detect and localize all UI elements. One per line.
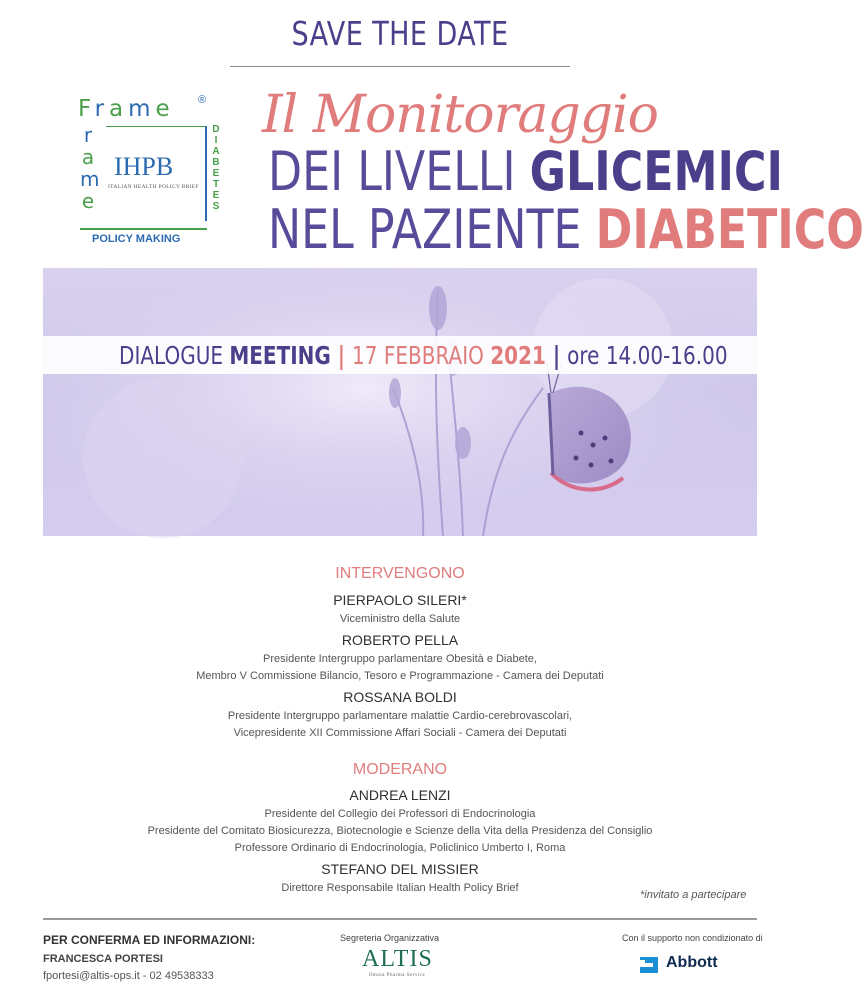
contact-email-phone[interactable]: fportesi@altis-ops.it - 02 49538333 [43, 970, 214, 982]
speaker-role: Presidente Intergruppo parlamentare Obesità e Diabete, [263, 653, 537, 665]
registered-mark: ® [198, 94, 207, 106]
intervengono-heading: INTERVENGONO [335, 565, 465, 582]
speaker-role: Viceministro della Salute [339, 613, 461, 625]
abbott-icon [638, 955, 660, 975]
support-label: Con il supporto non condizionato di [622, 933, 763, 943]
header-divider [230, 66, 570, 67]
title-script: Il Monitoraggio [262, 85, 658, 145]
ihpb-subtitle: ITALIAN HEALTH POLICY BRIEF [108, 184, 199, 190]
speaker-name: STEFANO DEL MISSIER [321, 861, 479, 877]
frame-ihpb-logo [78, 96, 228, 246]
title-line-3: NEL PAZIENTE DIABETICO [268, 198, 864, 261]
contact-name: FRANCESCA PORTESI [43, 953, 163, 965]
policy-making-label: POLICY MAKING [92, 233, 181, 245]
logo-box-line [205, 126, 207, 221]
abbott-wordmark: Abbott [666, 954, 718, 971]
save-the-date-heading: SAVE THE DATE [291, 14, 509, 53]
abbott-logo [638, 952, 758, 976]
speaker-role: Direttore Responsabile Italian Health Policy Brief [281, 882, 519, 894]
speaker-role: Presidente del Collegio dei Professori di Endocrinologia [264, 808, 536, 820]
confirm-title: PER CONFERMA ED INFORMAZIONI: [43, 933, 256, 947]
speaker-role: Professore Ordinario di Endocrinologia, Policlinico Umberto I, Roma [234, 842, 566, 854]
speaker-role: Presidente Intergruppo parlamentare malattie Cardio-cerebrovascolari, [227, 710, 573, 722]
meeting-info: DIALOGUE MEETING | 17 FEBBRAIO 2021 | ore 14.00-16.00 [119, 341, 728, 370]
ihpb-wordmark: IHPB [114, 152, 174, 181]
altis-logo [362, 946, 432, 978]
speaker-name: PIERPAOLO SILERI* [333, 592, 467, 608]
logo-box-line [106, 126, 206, 127]
logo-diabetes-vertical: D I A B E T E S [212, 124, 220, 212]
invited-note: *invitato a partecipare [640, 889, 747, 901]
title-line-2: DEI LIVELLI GLICEMICI [268, 140, 783, 203]
altis-wordmark: ALTIS [362, 946, 433, 972]
speaker-role: Membro V Commissione Bilancio, Tesoro e Programmazione - Camera dei Deputati [196, 670, 604, 682]
moderano-heading: MODERANO [352, 761, 448, 778]
footer-divider [43, 918, 757, 920]
altis-subtitle: Omnia Pharma Service [368, 973, 426, 978]
logo-frame-vertical: r a m e [80, 123, 100, 213]
secretariat-label: Segreteria Organizzativa [340, 933, 440, 943]
speaker-name: ROBERTO PELLA [341, 632, 459, 648]
speaker-role: Presidente del Comitato Biosicurezza, Biotecnologie e Scienze della Vita della Presidenza del Consiglio [147, 825, 653, 837]
speaker-name: ANDREA LENZI [349, 787, 451, 803]
speaker-name: ROSSANA BOLDI [343, 689, 457, 705]
flower-butterfly-illustration [43, 268, 757, 536]
logo-box-line [80, 228, 207, 230]
speaker-role: Vicepresidente XII Commissione Affari Sociali - Camera dei Deputati [233, 727, 567, 739]
logo-frame-horizontal: Frame [78, 96, 175, 122]
banner-image [43, 268, 757, 536]
